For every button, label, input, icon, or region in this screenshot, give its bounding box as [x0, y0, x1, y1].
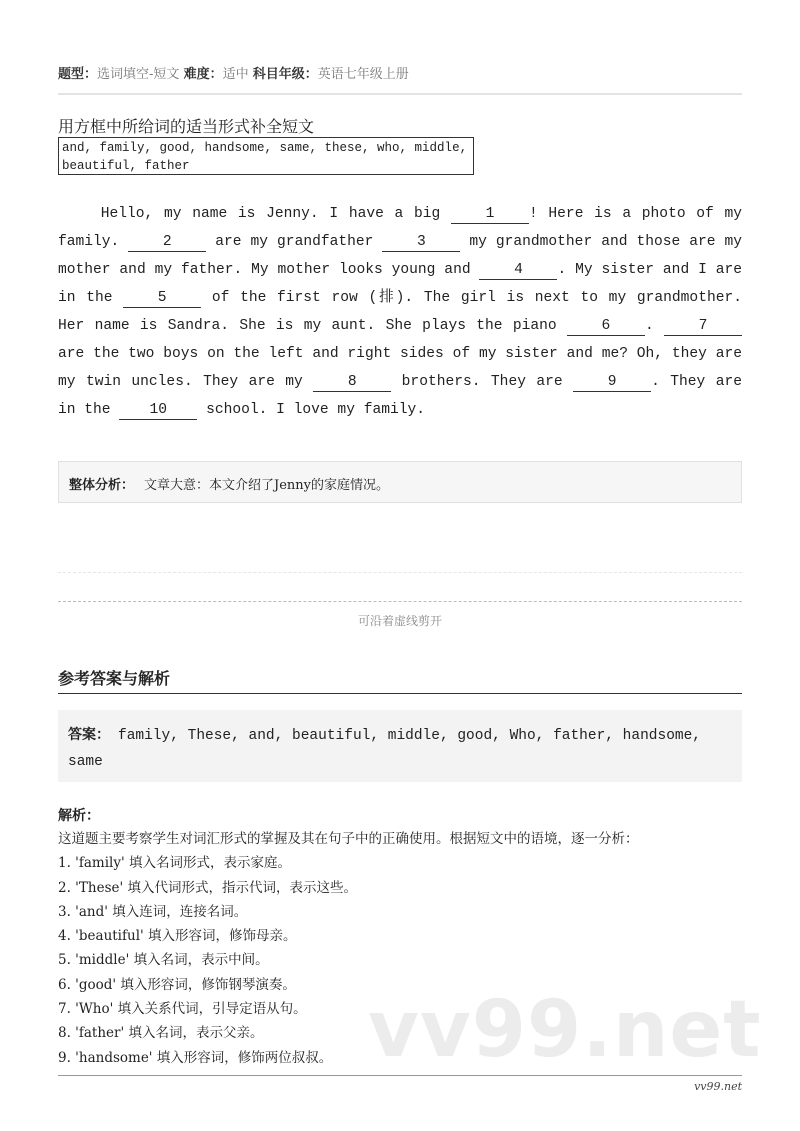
footer-site: vv99.net — [694, 1080, 742, 1093]
passage-text: Hello, my name is Jenny. I have a big — [58, 206, 451, 222]
difficulty-value: 适中 — [222, 67, 249, 82]
explanation-line: 5. 'middle' 填入名词，表示中间。 — [58, 952, 269, 969]
analysis-label: 整体分析： — [69, 478, 135, 493]
explanation-line: 6. 'good' 填入形容词，修饰钢琴演奏。 — [58, 976, 296, 993]
passage-text: are the two boys on the left and right sides of my sister and me? Oh, they are — [58, 346, 742, 362]
passage-text: ! Here is a photo of my — [528, 206, 742, 222]
word-box-line: and, family, good, handsome, same, these, who, middle, — [62, 141, 468, 155]
analysis-box — [58, 461, 742, 503]
blank-10: 10 — [119, 401, 197, 420]
passage-text: school. I love my family. — [197, 402, 426, 418]
passage-text: brothers. They are — [391, 374, 574, 390]
blank-9: 9 — [573, 373, 651, 392]
passage-text: of the first row (排). The girl is next to my grandmother. — [201, 290, 742, 306]
blank-4: 4 — [479, 261, 557, 280]
cut-line — [58, 601, 742, 602]
passage — [58, 200, 742, 424]
word-box — [58, 137, 474, 175]
passage-text: are my grandfather — [206, 234, 383, 250]
divider — [58, 93, 742, 95]
passage-line — [58, 340, 742, 368]
blank-5: 5 — [123, 289, 201, 308]
dashed-line — [58, 572, 742, 573]
instruction: 用方框中所给词的适当形式补全短文 — [58, 117, 315, 136]
passage-text: Her name is Sandra. She is my aunt. She plays the piano — [58, 318, 567, 334]
footer-divider — [58, 1075, 742, 1076]
blank-6: 6 — [567, 317, 645, 336]
passage-text: . My sister and I are — [557, 262, 742, 278]
word-box-line: beautiful, father — [62, 159, 190, 173]
explanation-line: 7. 'Who' 填入关系代词，引导定语从句。 — [58, 1001, 307, 1018]
explanation-line: 1. 'family' 填入名词形式，表示家庭。 — [58, 855, 291, 872]
answer-label: 答案： — [68, 727, 110, 743]
passage-text: in the — [58, 402, 120, 418]
subject-value: 英语七年级上册 — [317, 67, 409, 82]
explanation-line: 9. 'handsome' 填入形容词，修饰两位叔叔。 — [58, 1049, 333, 1066]
passage-text: mother and my father. My mother looks young and — [58, 262, 480, 278]
passage-line — [58, 284, 742, 312]
answer-heading: 参考答案与解析 — [58, 669, 171, 688]
difficulty-label: 难度： — [183, 67, 223, 82]
passage-text: my twin uncles. They are my — [58, 374, 314, 390]
passage-text: my grandmother and those are my — [460, 234, 743, 250]
cut-hint: 可沿着虚线剪开 — [357, 614, 442, 628]
type-value: 选词填空-短文 — [97, 67, 180, 82]
explanation-line: 8. 'father' 填入名词，表示父亲。 — [58, 1025, 264, 1042]
explanation-line: 2. 'These' 填入代词形式，指示代词，表示这些。 — [58, 879, 357, 896]
explanation-line: 3. 'and' 填入连词，连接名词。 — [58, 903, 248, 920]
passage-text: in the — [58, 290, 124, 306]
watermark: vv99.net — [368, 985, 762, 1075]
blank-7: 7 — [664, 317, 742, 336]
passage-line — [58, 396, 742, 424]
explanation-line: 4. 'beautiful' 填入形容词，修饰母亲。 — [58, 928, 297, 945]
passage-line — [58, 368, 742, 396]
subject-label: 科目年级： — [252, 67, 318, 82]
answer-box — [58, 710, 742, 782]
passage-text: . They are — [651, 374, 743, 390]
passage-line — [58, 256, 742, 284]
passage-text: family. — [58, 234, 129, 250]
passage-line — [58, 228, 742, 256]
passage-line — [58, 200, 742, 228]
explanation-line: 这道题主要考察学生对词汇形式的掌握及其在句子中的正确使用。根据短文中的语境，逐一分析： — [58, 831, 639, 847]
analysis-text: 文章大意：本文介绍了Jenny的家庭情况。 — [144, 478, 390, 493]
explanation-label: 解析： — [58, 808, 100, 824]
question-meta — [58, 63, 409, 82]
blank-3: 3 — [382, 233, 460, 252]
heading-underline — [58, 693, 742, 694]
answer-text: family, These, and, beautiful, middle, good, Who, father, handsome, same — [68, 728, 701, 770]
blank-8: 8 — [313, 373, 391, 392]
type-label: 题型： — [58, 67, 98, 82]
blank-1: 1 — [451, 205, 529, 224]
passage-line — [58, 312, 742, 340]
passage-text: . — [644, 318, 664, 334]
blank-2: 2 — [128, 233, 206, 252]
